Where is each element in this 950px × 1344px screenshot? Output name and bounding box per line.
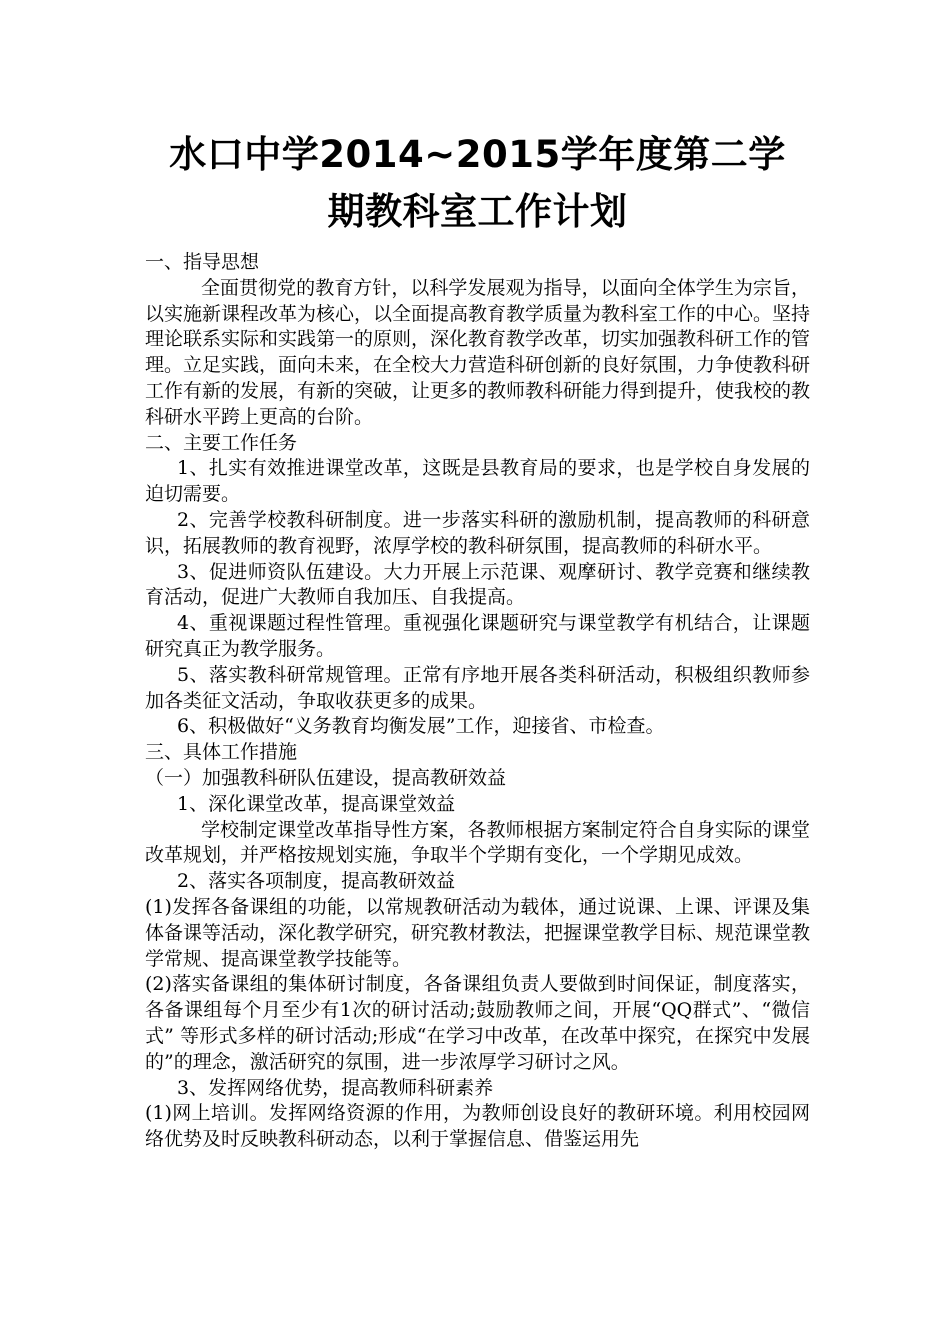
paragraph: 三、具体工作措施 bbox=[145, 741, 298, 764]
paragraph: 2、落实各项制度，提高教研效益 bbox=[177, 870, 456, 893]
paragraph: 3、促进师资队伍建设。大力开展上示范课、观摩研讨、教学竞赛和继续教育活动，促进广大教师自我加压、自我提高。 bbox=[145, 560, 810, 609]
paragraph: 4、重视课题过程性管理。重视强化课题研究与课堂教学有机结合，让课题研究真正为教学服务。 bbox=[145, 612, 810, 660]
title-line-2: 期教科室工作计划 bbox=[327, 190, 628, 233]
paragraph: 3、发挥网络优势，提高教师科研素养 bbox=[177, 1076, 494, 1099]
paragraph: 二、主要工作任务 bbox=[145, 431, 298, 454]
title-line-1: 水口中学2014~2015学年度第二学 bbox=[169, 133, 786, 176]
paragraph: (1)发挥各备课组的功能，以常规教研活动为载体，通过说课、上课、评课及集体备课等活动，深化教学研究，研究教材教法，把握课堂教学目标、规范课堂教学常规、提高课堂教学技能等。 bbox=[145, 895, 811, 970]
paragraph: (2)落实备课组的集体研讨制度，各备课组负责人要做到时间保证，制度落实，各备课组每个月至少有1次的研讨活动;鼓励教师之间，开展“QQ群式”、“微信式” 等形式多样的研讨活动;形成“在学习中改革，在改革中探究，在探究中发展的”的理念，激活研究的氛围，进一步浓厚学习研讨之风。 bbox=[145, 973, 810, 1073]
paragraph: 1、深化课堂改革，提高课堂效益 bbox=[177, 792, 456, 815]
paragraph: 6、积极做好“义务教育均衡发展”工作，迎接省、市检查。 bbox=[177, 715, 665, 738]
paragraph: 全面贯彻党的教育方针，以科学发展观为指导，以面向全体学生为宗旨，以实施新课程改革为核心，以全面提高教育教学质量为教科室工作的中心。坚持理论联系实际和实践第一的原则，深化教育教学改革，切实加强教科研工作的管理。立足实践，面向未来，在全校大力营造科研创新的良好氛围，力争使教科研工作有新的发展，有新的突破，让更多的教师教科研能力得到提升，使我校的教科研水平跨上更高的台阶。 bbox=[145, 276, 811, 428]
document-title bbox=[145, 126, 810, 240]
paragraph: 5、落实教科研常规管理。正常有序地开展各类科研活动，积极组织教师参加各类征文活动，争取收获更多的成果。 bbox=[145, 663, 810, 712]
paragraph: 一、指导思想 bbox=[145, 251, 260, 273]
paragraph: 1、扎实有效推进课堂改革，这既是县教育局的要求，也是学校自身发展的迫切需要。 bbox=[145, 457, 810, 506]
document-body bbox=[145, 250, 810, 1153]
paragraph: (1)网上培训。发挥网络资源的作用，为教师创设良好的教研环境。利用校园网络优势及时反映教科研动态，以利于掌握信息、借鉴运用先 bbox=[145, 1102, 810, 1151]
document-page bbox=[145, 126, 810, 1153]
paragraph: 学校制定课堂改革指导性方案，各教师根据方案制定符合自身实际的课堂改革规划，并严格按规划实施，争取半个学期有变化，一个学期见成效。 bbox=[145, 818, 810, 867]
paragraph: （一）加强教科研队伍建设，提高教研效益 bbox=[145, 766, 507, 789]
paragraph: 2、完善学校教科研制度。进一步落实科研的激励机制，提高教师的科研意识，拓展教师的教育视野，浓厚学校的教科研氛围，提高教师的科研水平。 bbox=[145, 508, 810, 557]
